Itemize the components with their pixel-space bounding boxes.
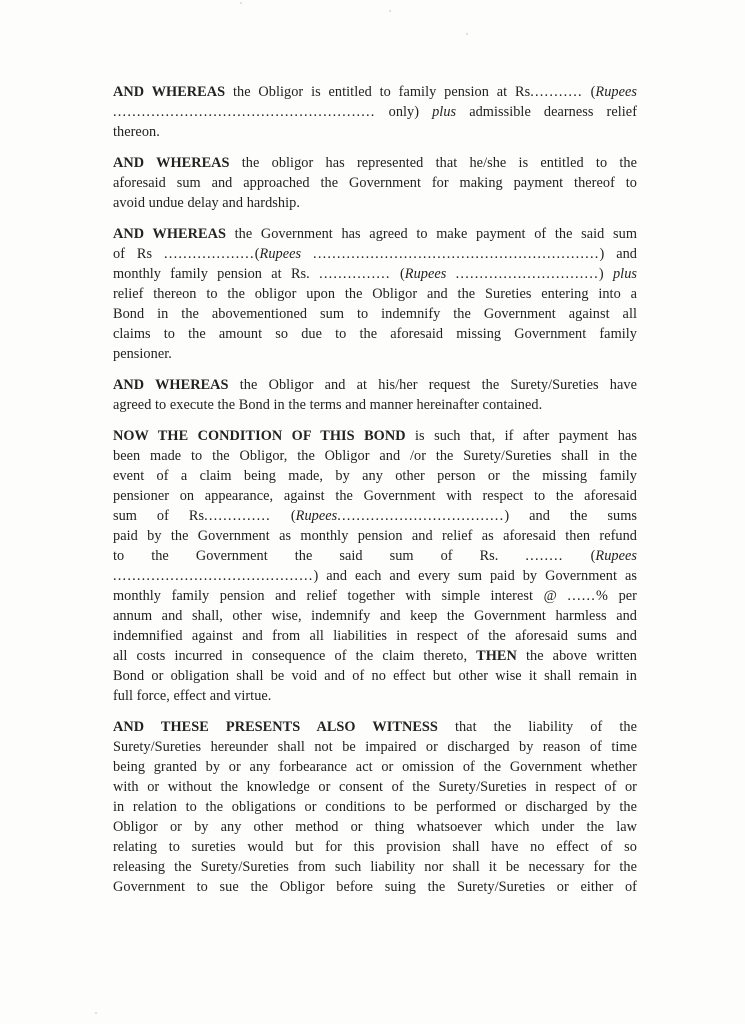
text-run: Bond or obligation shall be void and of no effect but other wise it shall remain in: [113, 668, 637, 684]
text-line: [113, 486, 637, 506]
paragraph-now-the-condition-of-this-bond: [113, 426, 637, 706]
text-line: [113, 817, 637, 837]
text-run: Rupees: [595, 548, 637, 564]
text-run: Rupees: [404, 266, 447, 282]
text-run: AND WHEREAS: [113, 84, 226, 100]
text-line: [113, 837, 637, 857]
text-line: [113, 426, 637, 446]
text-run: % per: [596, 588, 637, 604]
text-run: sum of Rs: [113, 508, 205, 524]
text-run: (: [254, 246, 260, 262]
paragraph-and-these-presents-also-witness: [113, 717, 637, 897]
text-line: [113, 686, 637, 706]
text-line: [113, 546, 637, 566]
text-run: event of a claim being made, by any other person or the missing family: [113, 468, 637, 484]
text-run: AND WHEREAS: [113, 226, 226, 242]
text-line: [113, 606, 637, 626]
text-run: monthly family pension at Rs.: [113, 266, 320, 282]
text-line: [113, 82, 637, 102]
scan-speck: [466, 33, 468, 35]
text-run: the obligor has represented that he/she is entitled to the: [229, 155, 637, 171]
paragraph-whereas-obligor-representation: [113, 153, 637, 213]
text-run: Obligor or by any other method or thing whatsoever which under the law: [113, 819, 637, 835]
dotted-blank: ..............................: [455, 266, 599, 282]
text-run: the Obligor and at his/her request the Surety/Sureties have: [228, 377, 637, 393]
paragraph-whereas-government-agreement: [113, 224, 637, 364]
text-line: [113, 153, 637, 173]
text-line: [113, 395, 637, 415]
text-run: pensioner on appearance, against the Government with respect to the aforesaid: [113, 488, 637, 504]
scan-speck: [389, 10, 391, 12]
text-run: the Government has agreed to make payment of the said sum: [225, 226, 637, 242]
paragraph-whereas-family-pension-entitlement: [113, 82, 637, 142]
text-run: aforesaid sum and approached the Government for making payment thereof to: [113, 175, 637, 191]
text-run: full force, effect and virtue.: [113, 688, 272, 704]
text-line: [113, 626, 637, 646]
text-line: [113, 304, 637, 324]
text-run: releasing the Surety/Sureties from such liability nor shall it be necessary for the: [113, 859, 637, 875]
text-line: [113, 284, 637, 304]
dotted-blank: ...............: [319, 266, 391, 282]
text-line: [113, 224, 637, 244]
dotted-blank: .......................................................: [113, 104, 376, 120]
text-run: AND WHEREAS: [113, 377, 229, 393]
scan-speck: [95, 1012, 97, 1014]
text-run: the above written: [516, 648, 637, 664]
dotted-blank: ............................................................: [313, 246, 600, 262]
text-run: [446, 266, 455, 282]
text-run: (: [390, 266, 405, 282]
text-line: [113, 466, 637, 486]
text-run: NOW THE CONDITION OF THIS BOND: [113, 428, 406, 444]
text-run: thereon.: [113, 124, 160, 140]
text-line: [113, 586, 637, 606]
text-line: [113, 566, 637, 586]
text-line: [113, 446, 637, 466]
text-line: [113, 646, 637, 666]
text-run: being granted by or any forbearance act or omission of the Government whether: [113, 759, 637, 775]
document-body: [113, 82, 637, 908]
text-line: [113, 797, 637, 817]
dotted-blank: ...................: [164, 246, 255, 262]
text-run: pensioner.: [113, 346, 172, 362]
text-run: Rupees: [595, 84, 637, 100]
text-run: claims to the amount so due to the aforesaid missing Government family: [113, 326, 637, 342]
text-line: [113, 122, 637, 142]
text-run: ) and the sums: [504, 508, 637, 524]
dotted-blank: ......: [567, 588, 597, 604]
text-run: Rupees: [259, 246, 302, 262]
text-run: been made to the Obligor, the Obligor and /or the Surety/Sureties shall in the: [113, 448, 637, 464]
text-line: [113, 264, 637, 284]
text-run: THEN: [476, 648, 517, 664]
text-run: of Rs: [113, 246, 165, 262]
dotted-blank: ...................................: [337, 508, 505, 524]
dotted-blank: ........: [525, 548, 564, 564]
text-run: relief thereon to the obligor upon the Obligor and the Sureties entering into a: [113, 286, 637, 302]
paragraph-whereas-surety-execution: [113, 375, 637, 415]
text-run: in relation to the obligations or conditions to be performed or discharged by the: [113, 799, 637, 815]
text-run: admissible dearness relief: [456, 104, 637, 120]
text-line: [113, 506, 637, 526]
text-run: Bond in the abovementioned sum to indemnify the Government against all: [113, 306, 637, 322]
text-line: [113, 193, 637, 213]
text-run: is such that, if after payment has: [405, 428, 637, 444]
text-line: [113, 526, 637, 546]
text-run: relating to sureties would but for this provision shall have no effect of so: [113, 839, 637, 855]
text-run: all costs incurred in consequence of the claim thereto,: [113, 648, 477, 664]
text-line: [113, 857, 637, 877]
text-run: to the Government the said sum of Rs.: [113, 548, 526, 564]
dotted-blank: ..............: [204, 508, 271, 524]
text-run: with or without the knowledge or consent of the Surety/Sureties in respect of or: [113, 779, 637, 795]
text-run: plus: [612, 266, 638, 282]
text-line: [113, 344, 637, 364]
text-run: agreed to execute the Bond in the terms and manner hereinafter contained.: [113, 397, 543, 413]
text-line: [113, 102, 637, 122]
text-run: ) and: [599, 246, 638, 262]
dotted-blank: ...........: [530, 84, 583, 100]
text-run: paid by the Government as monthly pension and relief as aforesaid then refund: [113, 528, 637, 544]
text-line: [113, 877, 637, 897]
text-run: indemnified against and from all liabilities in respect of the aforesaid sums and: [113, 628, 637, 644]
text-run: ): [598, 266, 613, 282]
text-run: ) and each and every sum paid by Government as: [313, 568, 637, 584]
text-run: AND WHEREAS: [113, 155, 230, 171]
text-run: avoid undue delay and hardship.: [113, 195, 300, 211]
text-run: Rupees: [295, 508, 338, 524]
text-line: [113, 375, 637, 395]
text-run: AND THESE PRESENTS ALSO WITNESS: [113, 719, 438, 735]
text-line: [113, 666, 637, 686]
text-run: that the liability of the: [437, 719, 637, 735]
text-run: (: [582, 84, 596, 100]
text-line: [113, 737, 637, 757]
text-line: [113, 777, 637, 797]
text-run: monthly family pension and relief together with simple interest @: [113, 588, 568, 604]
text-run: (: [563, 548, 596, 564]
text-run: plus: [432, 104, 457, 120]
text-line: [113, 324, 637, 344]
text-run: annum and shall, other wise, indemnify and keep the Government harmless and: [113, 608, 637, 624]
dotted-blank: ..........................................: [113, 568, 314, 584]
text-line: [113, 757, 637, 777]
text-run: (: [270, 508, 296, 524]
text-run: the Obligor is entitled to family pension at Rs: [225, 84, 531, 100]
scan-speck: [240, 2, 242, 4]
text-run: [301, 246, 313, 262]
text-run: only): [375, 104, 433, 120]
text-line: [113, 717, 637, 737]
text-run: Government to sue the Obligor before suing the Surety/Sureties or either of: [113, 879, 637, 895]
text-line: [113, 244, 637, 264]
text-run: Surety/Sureties hereunder shall not be impaired or discharged by reason of time: [113, 739, 637, 755]
text-line: [113, 173, 637, 193]
